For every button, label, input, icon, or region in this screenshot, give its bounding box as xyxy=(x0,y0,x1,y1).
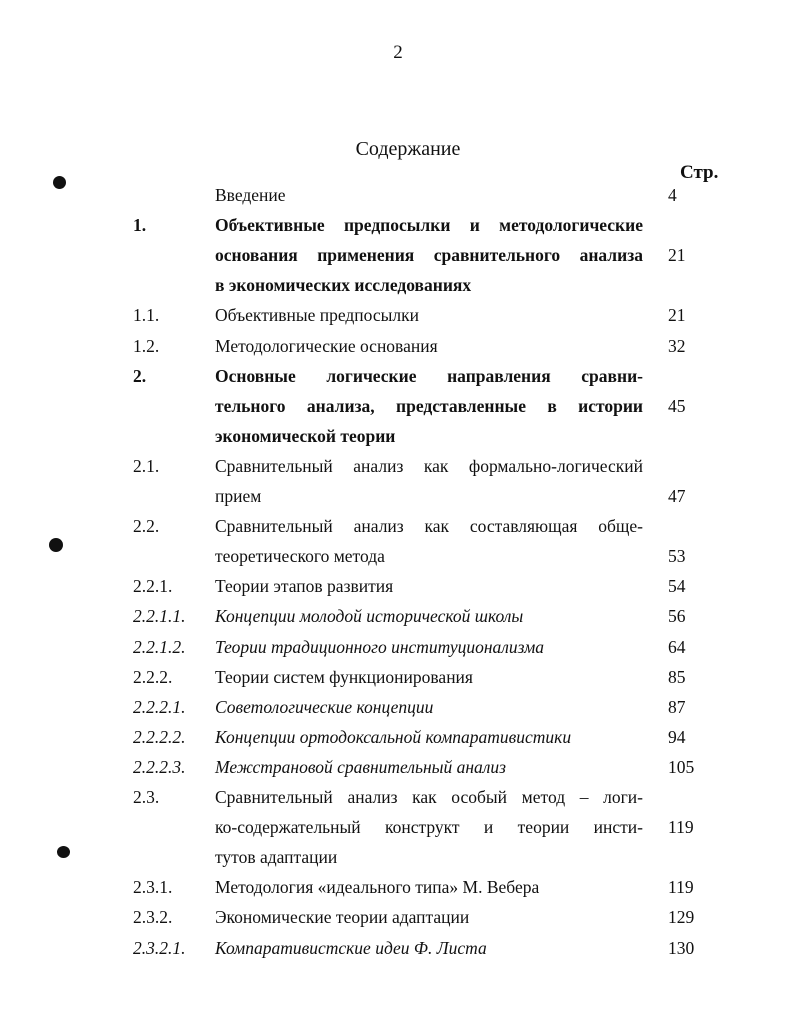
toc-entry-number: 2.3.2.1. xyxy=(133,938,186,958)
toc-entry-title: теоретического метода xyxy=(215,546,385,566)
toc-line xyxy=(0,872,796,902)
toc-entry-page: 21 xyxy=(668,245,686,265)
toc-entry-title: Сравнительный анализ как формально-логический xyxy=(215,456,643,476)
toc-entry-page: 119 xyxy=(668,877,694,897)
toc-line xyxy=(0,481,796,511)
toc-entry-title: Концепции молодой исторической школы xyxy=(215,606,524,626)
toc-entry-title: Экономические теории адаптации xyxy=(215,907,470,927)
toc-entry-title: Введение xyxy=(215,185,286,205)
toc-entry-title: Межстрановой сравнительный анализ xyxy=(215,757,506,777)
toc-entry-page: 47 xyxy=(668,486,686,506)
toc-line xyxy=(0,541,796,571)
page-column-header: Стр. xyxy=(680,162,719,183)
toc-line xyxy=(0,692,796,722)
toc-entry-page: 87 xyxy=(668,697,686,717)
toc-entry-title: Методологические основания xyxy=(215,336,438,356)
toc-entry-title: Сравнительный анализ как составляющая обще- xyxy=(215,516,643,536)
toc-entry-number: 2.2.2.1. xyxy=(133,697,186,717)
toc-entry-title: Теории традиционного институционализма xyxy=(215,637,544,657)
toc-line xyxy=(0,421,796,451)
toc-line xyxy=(0,722,796,752)
toc-entry-page: 119 xyxy=(668,817,694,837)
toc-line xyxy=(0,391,796,421)
toc-entry-number: 2.1. xyxy=(133,456,160,476)
toc-entry-number: 2. xyxy=(133,366,147,386)
toc-entry-title: прием xyxy=(215,486,262,506)
toc-entry-title: Компаративистские идеи Ф. Листа xyxy=(215,938,487,958)
toc-entry-title: Теории систем функционирования xyxy=(215,667,473,687)
toc-line xyxy=(0,270,796,300)
toc-entry-number: 2.2.1.1. xyxy=(133,606,186,626)
toc-entry-number: 2.3.2. xyxy=(133,907,173,927)
toc-line xyxy=(0,180,796,210)
toc-entry-title: экономической теории xyxy=(215,426,396,446)
toc-entry-page: 64 xyxy=(668,637,686,657)
toc-entry-title: Методология «идеального типа» М. Вебера xyxy=(215,877,540,897)
toc-entry-title: Теории этапов развития xyxy=(215,576,394,596)
toc-entry-page: 21 xyxy=(668,305,686,325)
toc-line xyxy=(0,632,796,662)
toc-entry-title: Основные логические направления сравни- xyxy=(215,366,643,386)
toc-line xyxy=(0,782,796,812)
toc-entry-title: Сравнительный анализ как особый метод – логи- xyxy=(215,787,643,807)
toc-entry-title: тельного анализа, представленные в истории xyxy=(215,396,643,416)
toc-entry-number: 2.2.2.2. xyxy=(133,727,186,747)
toc-line xyxy=(0,240,796,270)
toc-line xyxy=(0,812,796,842)
toc-entry-title: Советологические концепции xyxy=(215,697,434,717)
toc-entry-page: 105 xyxy=(668,757,695,777)
toc-line xyxy=(0,331,796,361)
toc-line xyxy=(0,361,796,391)
toc-entry-page: 56 xyxy=(668,606,686,626)
toc-entry-number: 2.2.2.3. xyxy=(133,757,186,777)
toc-line xyxy=(0,511,796,541)
toc-line xyxy=(0,662,796,692)
toc-entry-number: 2.3. xyxy=(133,787,160,807)
toc-entry-number: 2.3.1. xyxy=(133,877,173,897)
toc-entry-number: 2.2.1. xyxy=(133,576,173,596)
toc-title: Содержание xyxy=(355,138,461,160)
toc-entry-number: 2.2.2. xyxy=(133,667,173,687)
toc-entry-number: 1.2. xyxy=(133,336,160,356)
toc-entry-page: 85 xyxy=(668,667,686,687)
toc-line xyxy=(0,842,796,872)
toc-entry-number: 1. xyxy=(133,215,147,235)
toc-entry-title: Объективные предпосылки и методологические xyxy=(215,215,643,235)
toc-entry-page: 54 xyxy=(668,576,686,596)
toc-entry-title: Объективные предпосылки xyxy=(215,305,419,325)
toc-entry-number: 1.1. xyxy=(133,305,160,325)
toc-line xyxy=(0,752,796,782)
toc-entry-page: 129 xyxy=(668,907,695,927)
toc-line xyxy=(0,571,796,601)
toc-entry-page: 32 xyxy=(668,336,686,356)
page-number: 2 xyxy=(393,42,403,63)
toc-entry-title: ко-содержательный конструкт и теории инсти- xyxy=(215,817,643,837)
toc-entry-page: 130 xyxy=(668,938,695,958)
toc-entry-title: в экономических исследованиях xyxy=(215,275,472,295)
toc-line xyxy=(0,300,796,330)
toc-entry-number: 2.2. xyxy=(133,516,160,536)
toc-entry-page: 94 xyxy=(668,727,686,747)
toc-entry-page: 45 xyxy=(668,396,686,416)
toc-entry-title: Концепции ортодоксальной компаративистики xyxy=(215,727,572,747)
toc-entry-number: 2.2.1.2. xyxy=(133,637,186,657)
toc-line xyxy=(0,933,796,963)
toc-line xyxy=(0,210,796,240)
toc-entry-page: 4 xyxy=(668,185,677,205)
toc-entry-page: 53 xyxy=(668,546,686,566)
toc-entry-title: основания применения сравнительного анализа xyxy=(215,245,643,265)
toc-line xyxy=(0,902,796,932)
toc-line xyxy=(0,451,796,481)
toc-line xyxy=(0,601,796,631)
toc-entry-title: тутов адаптации xyxy=(215,847,338,867)
